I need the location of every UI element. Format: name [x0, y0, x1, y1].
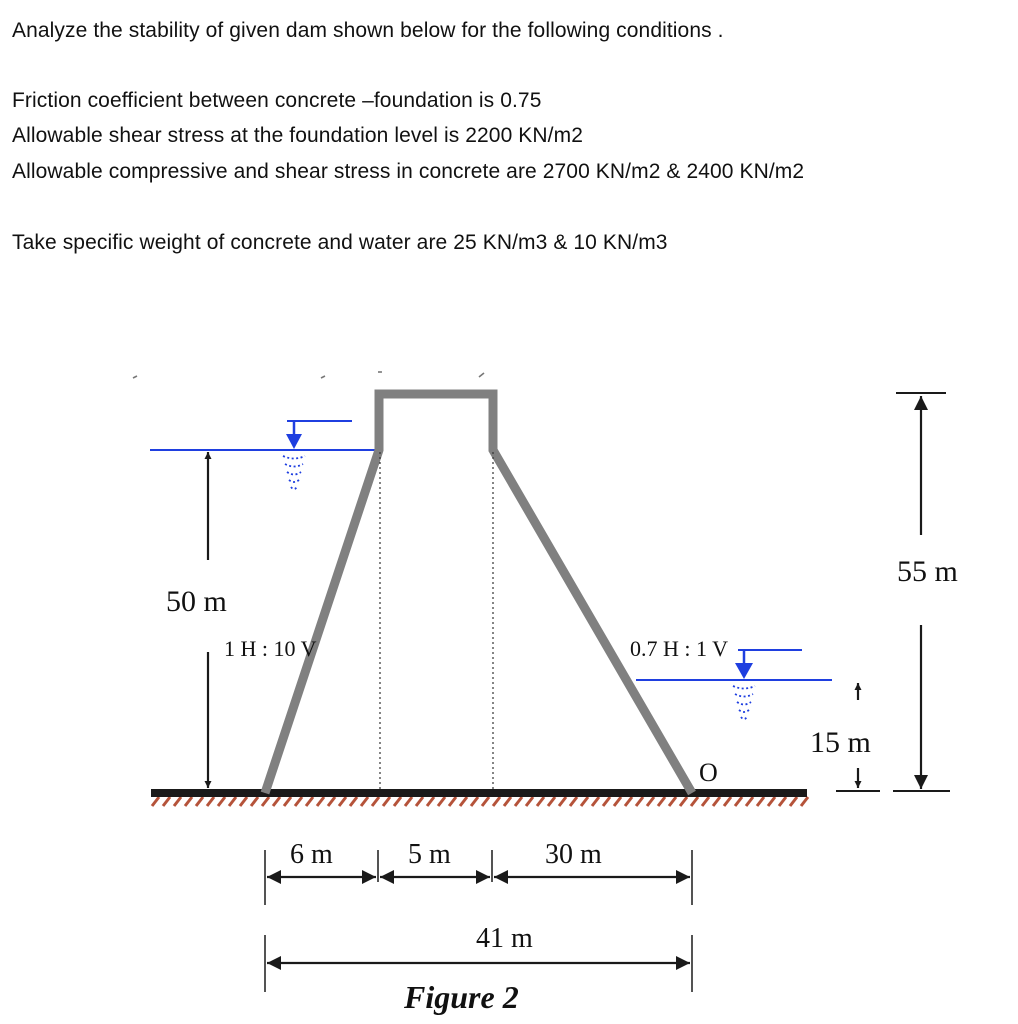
- hatch-mark: [702, 797, 709, 806]
- hatch-mark: [229, 797, 236, 806]
- hatch-mark: [416, 797, 423, 806]
- hatch-mark: [757, 797, 764, 806]
- dimension-downstream-depth: [810, 683, 880, 791]
- hatch-mark: [427, 797, 434, 806]
- hatch-mark: [603, 797, 610, 806]
- scan-marks: [133, 372, 484, 378]
- hatch-mark: [614, 797, 621, 806]
- hatch-mark: [306, 797, 313, 806]
- hatch-mark: [548, 797, 555, 806]
- hatch-mark: [779, 797, 786, 806]
- upstream-water-level-icon: [286, 434, 302, 449]
- hatch-mark: [218, 797, 225, 806]
- downstream-slope-label: 0.7 H : 1 V: [630, 636, 728, 661]
- problem-line-2: Friction coefficient between concrete –foundation is 0.75: [12, 89, 542, 112]
- hatch-mark: [240, 797, 247, 806]
- hatch-mark: [185, 797, 192, 806]
- hatch-mark: [383, 797, 390, 806]
- dimension-base-parts: [265, 839, 692, 905]
- hatch-mark: [438, 797, 445, 806]
- dim-right-label: 30 m: [545, 839, 602, 870]
- problem-line-5: Take specific weight of concrete and water are 25 KN/m3 & 10 KN/m3: [12, 231, 668, 254]
- hatch-mark: [449, 797, 456, 806]
- hatch-mark: [262, 797, 269, 806]
- dam-outline: [265, 394, 692, 793]
- hatch-mark: [768, 797, 775, 806]
- hatch-mark: [273, 797, 280, 806]
- downstream-water-level-icon: [735, 663, 753, 679]
- hatch-mark: [713, 797, 720, 806]
- hatch-mark: [724, 797, 731, 806]
- problem-line-1: Analyze the stability of given dam shown below for the following conditions .: [12, 19, 724, 42]
- hatch-mark: [471, 797, 478, 806]
- hatch-mark: [207, 797, 214, 806]
- upstream-height-label: 50 m: [166, 585, 227, 618]
- problem-line-4: Allowable compressive and shear stress in concrete are 2700 KN/m2 & 2400 KN/m2: [12, 160, 805, 183]
- hatch-mark: [317, 797, 324, 806]
- upstream-water: [150, 421, 378, 489]
- downstream-ripple-icon: [733, 686, 755, 719]
- hatch-mark: [570, 797, 577, 806]
- hatch-mark: [174, 797, 181, 806]
- hatch-mark: [394, 797, 401, 806]
- hatch-mark: [636, 797, 643, 806]
- dimension-upstream-height: [166, 452, 227, 788]
- hatch-mark: [790, 797, 797, 806]
- dimension-dam-height: [893, 393, 958, 791]
- hatch-mark: [163, 797, 170, 806]
- hatch-mark: [284, 797, 291, 806]
- hatch-mark: [658, 797, 665, 806]
- dam-height-label: 55 m: [897, 555, 958, 588]
- dim-base-label: 41 m: [476, 923, 533, 954]
- hatch-mark: [647, 797, 654, 806]
- foundation-line: [151, 789, 807, 797]
- hatch-mark: [746, 797, 753, 806]
- hatch-mark: [295, 797, 302, 806]
- hatch-mark: [493, 797, 500, 806]
- figure-caption: Figure 2: [404, 979, 519, 1015]
- downstream-depth-label: 15 m: [810, 726, 871, 759]
- hatch-mark: [680, 797, 687, 806]
- foundation: [151, 789, 808, 806]
- hatch-mark: [339, 797, 346, 806]
- hatch-mark: [328, 797, 335, 806]
- hatch-mark: [691, 797, 698, 806]
- hatch-mark: [537, 797, 544, 806]
- hatch-mark: [482, 797, 489, 806]
- hatch-mark: [405, 797, 412, 806]
- hatch-mark: [515, 797, 522, 806]
- upstream-ripple-icon: [283, 456, 305, 489]
- hatch-mark: [669, 797, 676, 806]
- hatch-mark: [350, 797, 357, 806]
- hatch-mark: [196, 797, 203, 806]
- toe-point-label: O: [699, 758, 718, 787]
- hatch-mark: [361, 797, 368, 806]
- hatch-mark: [592, 797, 599, 806]
- hatch-mark: [460, 797, 467, 806]
- dim-top-width-label: 5 m: [408, 839, 451, 870]
- hatch-mark: [559, 797, 566, 806]
- hatch-mark: [581, 797, 588, 806]
- hatch-mark: [372, 797, 379, 806]
- dam-body: [265, 394, 692, 793]
- hatch-mark: [801, 797, 808, 806]
- hatch-mark: [152, 797, 159, 806]
- upstream-slope-label: 1 H : 10 V: [224, 636, 317, 661]
- problem-line-3: Allowable shear stress at the foundation level is 2200 KN/m2: [12, 124, 583, 147]
- hatch-mark: [504, 797, 511, 806]
- dim-left-label: 6 m: [290, 839, 333, 870]
- hatch-mark: [251, 797, 258, 806]
- hatch-mark: [625, 797, 632, 806]
- hatch-mark: [526, 797, 533, 806]
- hatch-mark: [735, 797, 742, 806]
- foundation-hatch: [152, 797, 808, 806]
